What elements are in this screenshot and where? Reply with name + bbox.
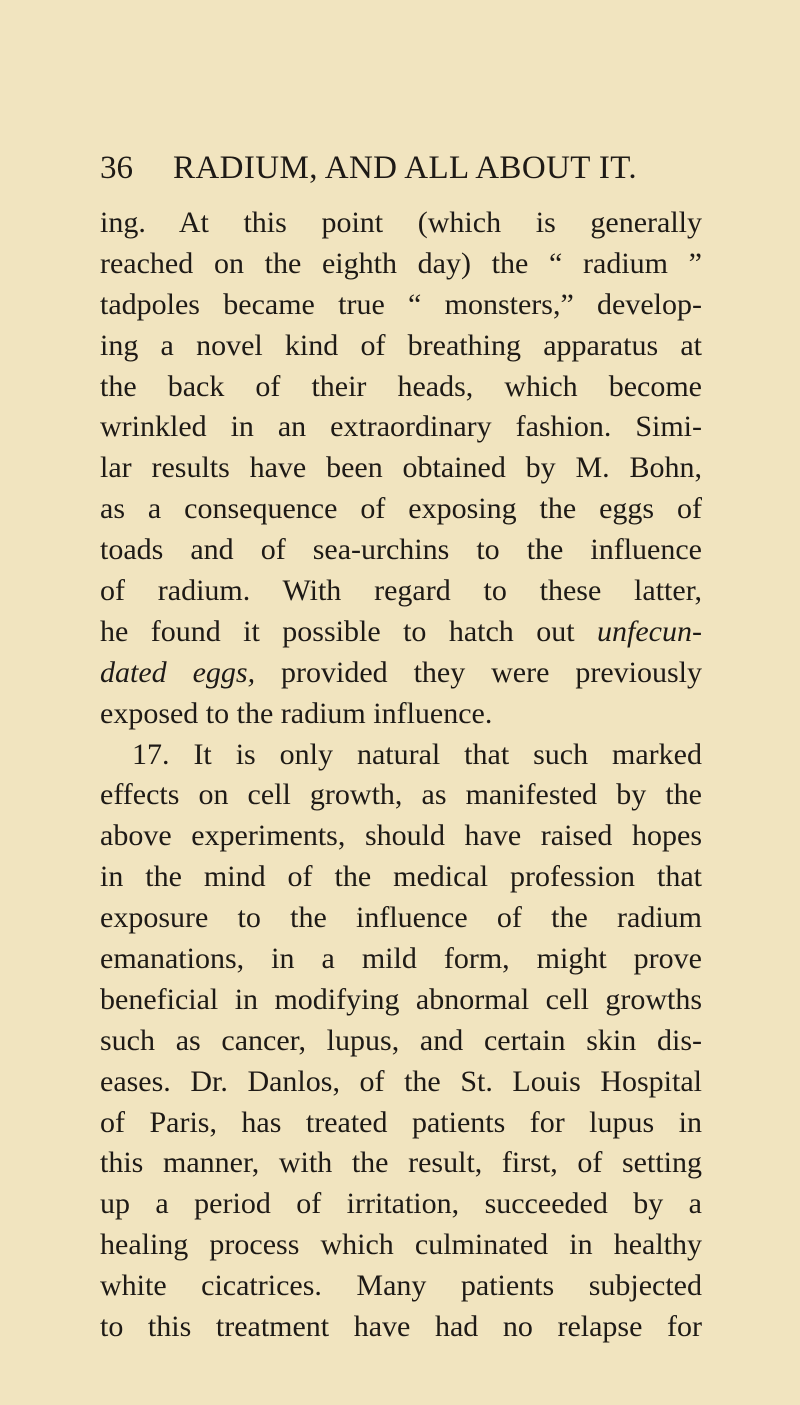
text-line: healing process which culminated in healthy [100,1228,702,1262]
running-title: RADIUM, AND ALL ABOUT IT. [173,150,638,186]
text-line: eases. Dr. Danlos, of the St. Louis Hospital [100,1064,702,1098]
page-number: 36 [100,150,133,186]
italic-run: dated eggs, [100,655,256,689]
text-line: as a consequence of exposing the eggs of [100,492,702,526]
text-run: he found it possible to hatch out [100,614,598,648]
text-run: provided they were previously [255,655,703,689]
text-line: reached on the eighth day) the “ radium ” [100,246,702,280]
text-line: up a period of irritation, succeeded by a [100,1187,702,1221]
body-text [100,203,702,1348]
text-line: of radium. With regard to these latter, [100,574,702,608]
text-line: in the mind of the medical profession that [100,860,702,894]
page-header [100,146,660,190]
text-line: such as cancer, lupus, and certain skin dis- [100,1023,702,1057]
text-line [100,653,702,694]
text-line: beneficial in modifying abnormal cell growths [100,982,702,1016]
text-line: emanations, in a mild form, might prove [100,942,702,976]
text-line: lar results have been obtained by M. Bohn, [100,451,702,485]
paragraph-start-line: 17. It is only natural that such marked [132,737,702,771]
text-line: of Paris, has treated patients for lupus in [100,1105,702,1139]
text-line: above experiments, should have raised hopes [100,819,702,853]
text-line: white cicatrices. Many patients subjected [100,1269,702,1303]
text-line: to this treatment have had no relapse for [100,1310,702,1344]
text-line: effects on cell growth, as manifested by the [100,778,702,812]
text-line: toads and of sea-urchins to the influence [100,533,702,567]
text-line: this manner, with the result, first, of setting [100,1146,702,1180]
text-line: the back of their heads, which become [100,369,702,403]
paragraph-end-line: exposed to the radium influence. [100,696,493,730]
text-line: ing. At this point (which is generally [100,206,702,239]
text-line: tadpoles became true “ monsters,” develop- [100,287,702,321]
italic-run: unfecun- [597,614,702,648]
text-line: wrinkled in an extraordinary fashion. Simi- [100,410,702,444]
text-line [100,612,702,653]
text-line: exposure to the influence of the radium [100,901,702,935]
text-line: ing a novel kind of breathing apparatus at [100,328,702,362]
